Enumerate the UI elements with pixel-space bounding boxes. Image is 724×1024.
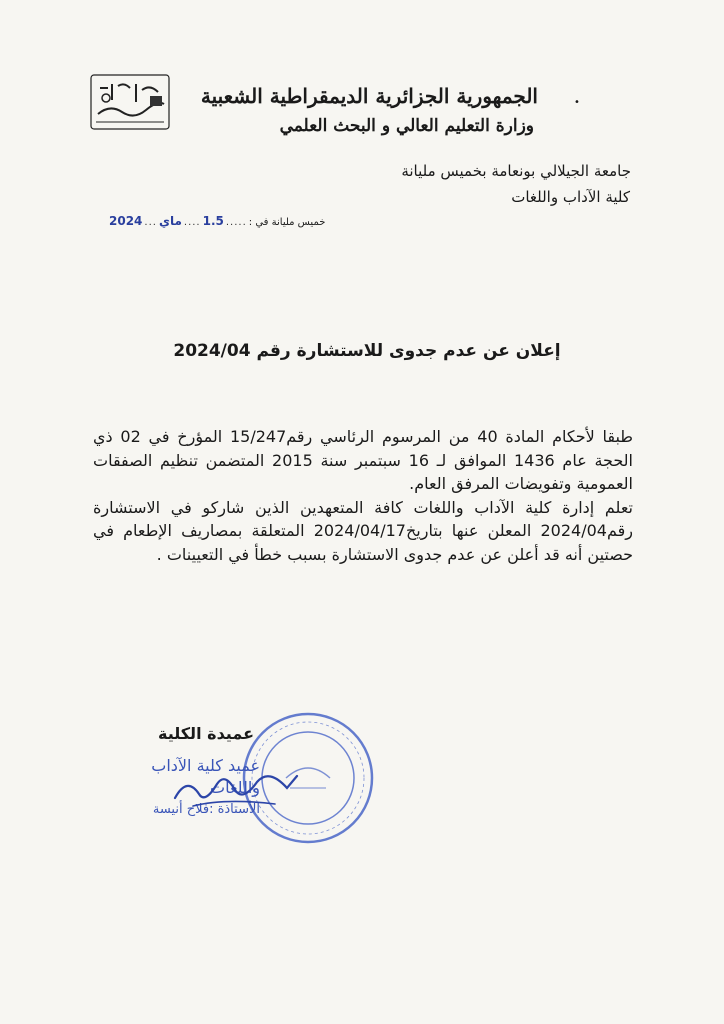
date-month: ماي xyxy=(158,214,182,228)
republic-heading: الجمهورية الجزائرية الديمقراطية الشعبية xyxy=(200,84,538,108)
paragraph-announcement: تعلم إدارة كلية الآداب واللغات كافة المتعهدين الذين شاركو في الاستشارة رقم2024/04 المعلن عنها بتاريخ2024/04/17 المتعلقة بمصاريف الإطعام في حصتين أنه قد أعلن عن عدم جدوى الاستشارة بسبب خطأ في التعيينات . xyxy=(93,497,633,564)
date-dots: .... xyxy=(183,217,201,228)
stamp-line-faculty: واللغات xyxy=(210,778,260,797)
announcement-body xyxy=(93,425,633,566)
ministry-heading: وزارة التعليم العالي و البحث العلمي xyxy=(279,116,534,136)
date-label: خميس مليانة في : xyxy=(248,217,326,228)
university-name: جامعة الجيلالي بونعامة بخميس مليانة xyxy=(401,162,631,180)
announcement-title: إعلان عن عدم جدوى للاستشارة رقم 2024/04 xyxy=(173,341,561,361)
date-year: 2024 xyxy=(109,214,143,228)
date-dots: ..... xyxy=(225,217,247,228)
paragraph-legal-basis: طبقا لأحكام المادة 40 من المرسوم الرئاسي رقم15/247 المؤرخ في 02 ذي الحجة عام 1436 الموافق لـ 16 سبتمبر سنة 2015 المتضمن تنظيم الصفقات العمومية وتفويضات المرفق العام. xyxy=(93,427,634,493)
handwritten-signature-icon xyxy=(165,758,305,818)
stamp-line-name: الأستاذة :فلاح أنيسة xyxy=(152,802,260,817)
dean-signature-label: عميدة الكلية xyxy=(157,724,254,743)
date-line xyxy=(109,214,325,228)
university-logo-icon xyxy=(90,74,170,130)
date-dots: ... xyxy=(144,217,157,228)
dot-mark: • xyxy=(574,97,580,108)
faculty-name: كلية الآداب واللغات xyxy=(511,188,630,206)
date-day: 1.5 xyxy=(202,214,224,228)
stamp-line-title: عميد كلية الآداب xyxy=(151,756,260,775)
